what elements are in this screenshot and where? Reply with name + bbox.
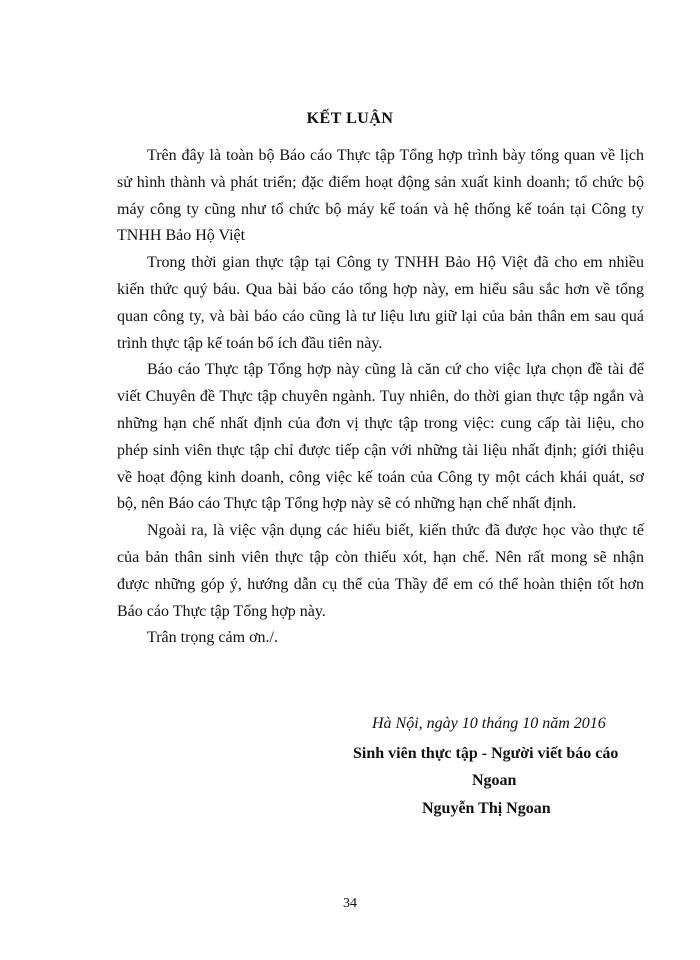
paragraph: Trên đây là toàn bộ Báo cáo Thực tập Tổng hợp trình bày tổng quan về lịch sử hình thành và phát triển; đặc điểm hoạt động sản xuất kinh doanh; tổ chức bộ máy công ty cũng như tổ chức bộ máy kế toán và hệ thống kế toán tại Công ty TNHH Bảo Hộ Việt: [117, 147, 644, 245]
paragraph: Báo cáo Thực tập Tổng hợp này cũng là căn cứ cho việc lựa chọn đề tài để viết Chuyên đề Thực tập chuyên ngành. Tuy nhiên, do thời gian thực tập ngắn và những hạn chế nhất định của đơn vị thực tập trong việc: cung cấp tài liệu, cho phép sinh viên thực tập chỉ được tiếp cận với những tài liệu nhất định; giới thiệu về hoạt động kinh doanh, công việc kế toán của Công ty một cách khái quát, sơ bộ, nên Báo cáo Thực tập Tổng hợp này sẽ có những hạn chế nhất định.: [117, 361, 644, 513]
page-number: 34: [343, 896, 357, 911]
place-date: Hà Nội, ngày 10 tháng 10 năm 2016: [372, 715, 606, 732]
signer-name: Nguyễn Thị Ngoan: [422, 800, 551, 817]
paragraph: Trong thời gian thực tập tại Công ty TNHH Bảo Hộ Việt đã cho em nhiều kiến thức quý báu. Qua bài báo cáo tổng hợp này, em hiểu sâu sắc hơn về tổng quan công ty, và bài báo cáo cũng là tư liệu lưu giữ lại của bản thân em sau quá trình thực tập kế toán bổ ích đầu tiên này.: [117, 254, 644, 352]
page-title: KẾT LUẬN: [306, 110, 394, 127]
document-body: [117, 143, 644, 652]
signature: Ngoan: [472, 772, 517, 789]
signer-role: Sinh viên thực tập - Người viết báo cáo: [353, 745, 619, 762]
closing-line: Trân trọng cảm ơn./.: [147, 629, 278, 647]
paragraph: Ngoài ra, là việc vận dụng các hiểu biết, kiến thức đã được học vào thực tế của bản thân sinh viên thực tập còn thiếu xót, hạn chế. Nên rất mong sẽ nhận được những góp ý, hướng dẫn cụ thể của Thầy để em có thể hoàn thiện tốt hơn Báo cáo Thực tập Tổng hợp này.: [117, 522, 644, 620]
